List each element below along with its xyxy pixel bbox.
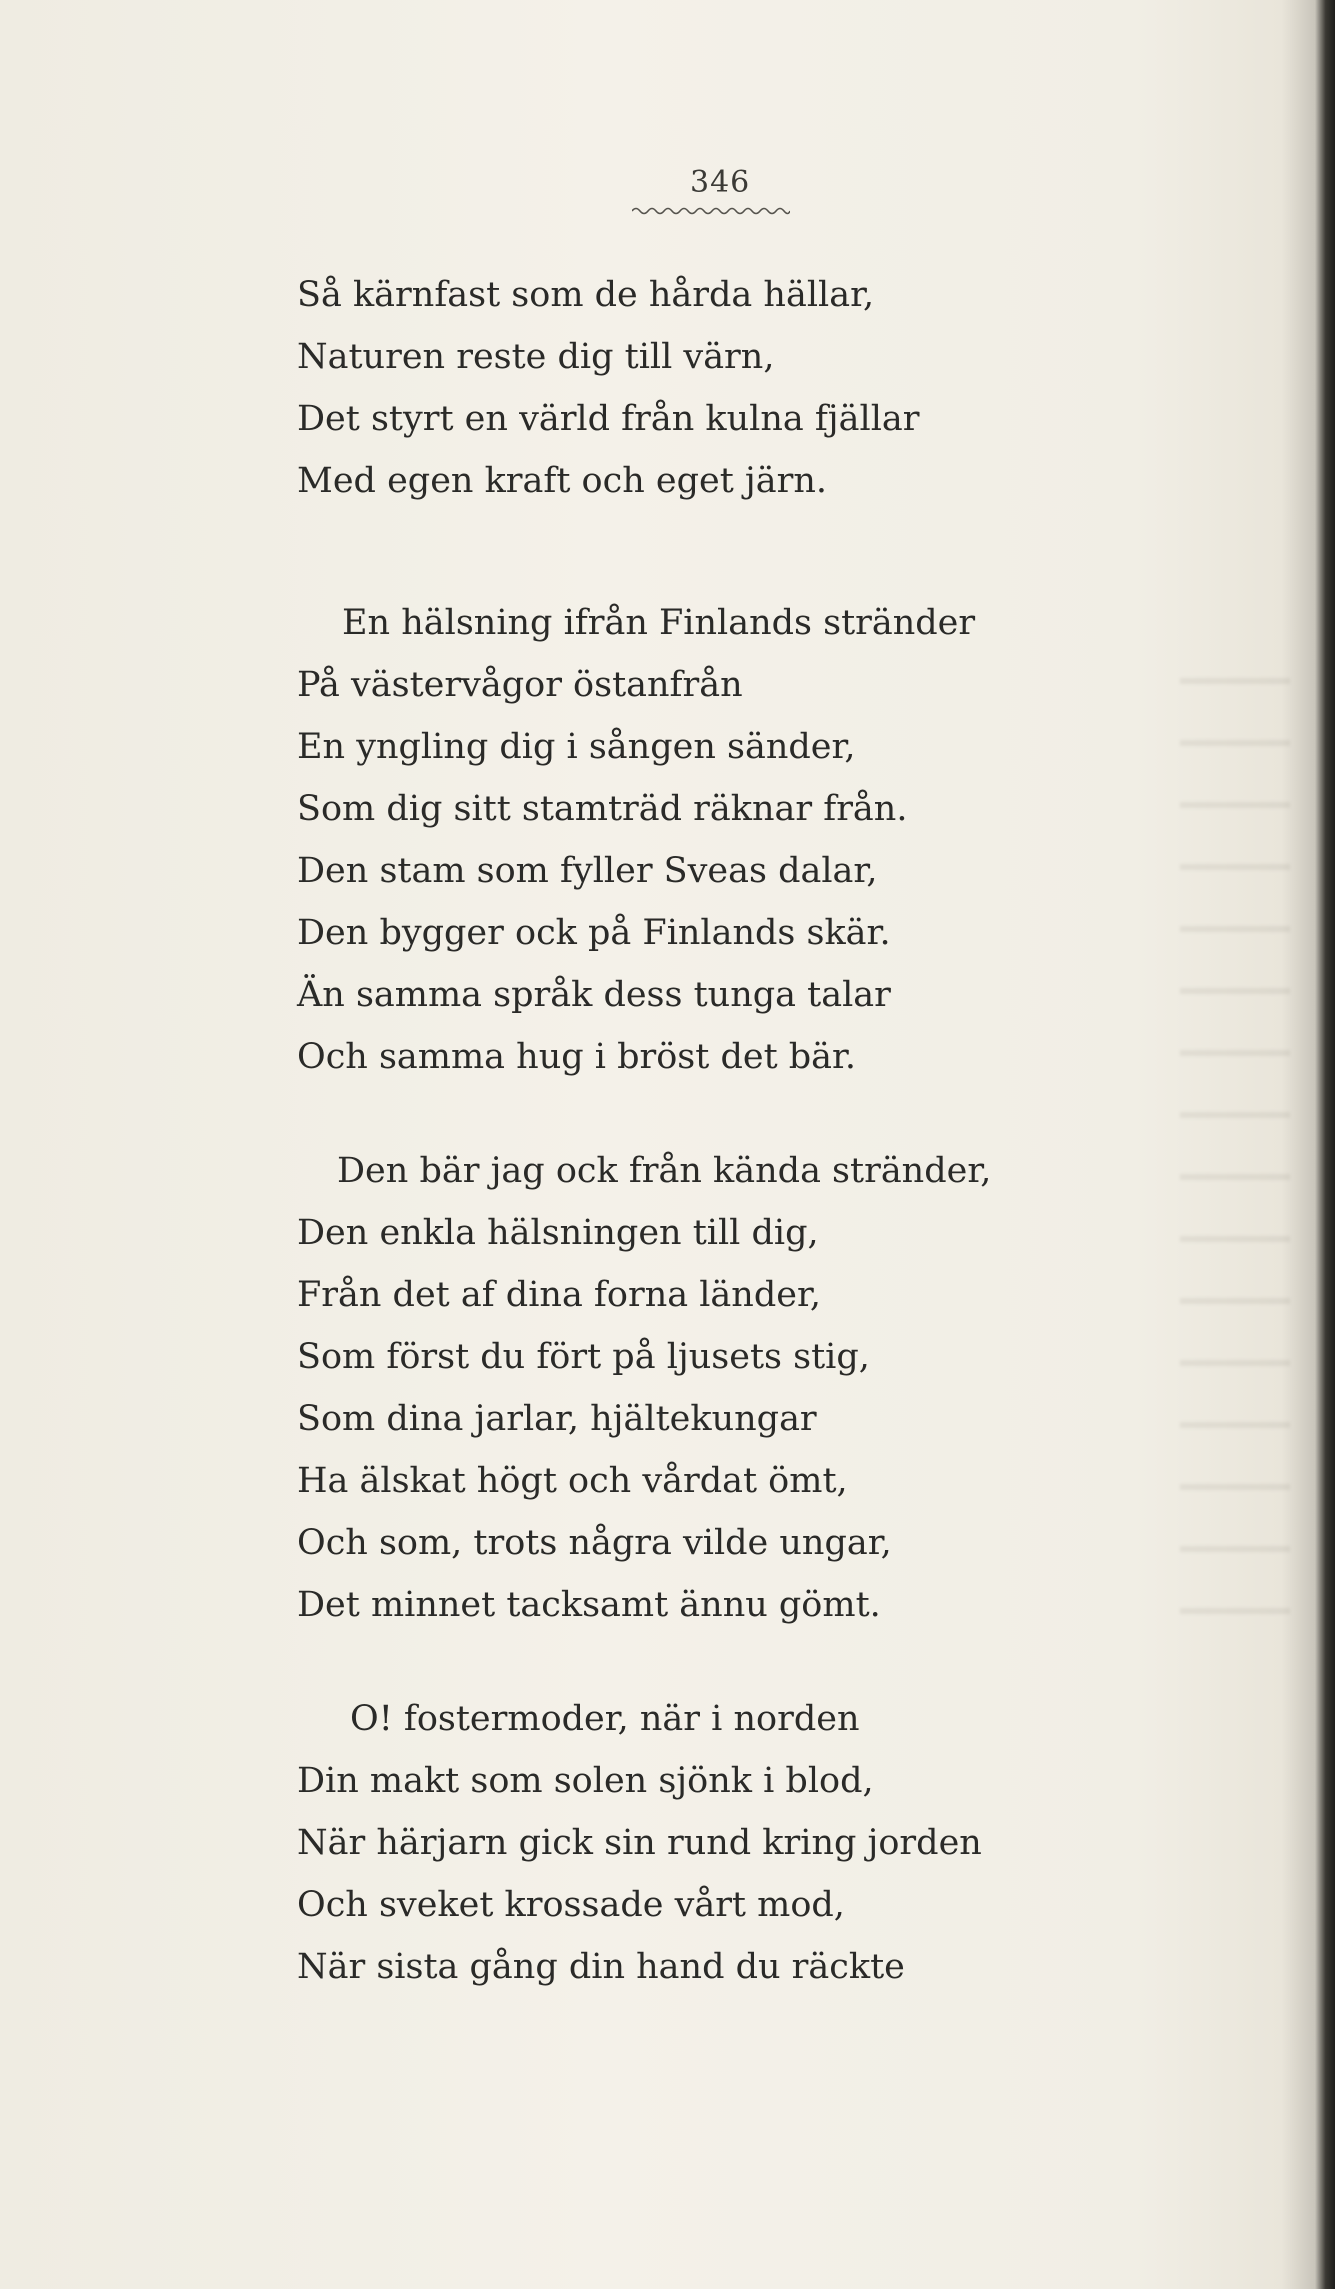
poem-line: Och samma hug i bröst det bär. [297,1037,857,1077]
poem-line: Som dina jarlar, hjältekungar [297,1399,817,1439]
poem-line: Den bygger ock på Finlands skär. [297,913,891,953]
poem-line: Det styrt en värld från kulna fjällar [297,399,920,439]
poem-line: Den stam som fyller Sveas dalar, [297,851,878,891]
poem-line: Som först du fört på ljusets stig, [297,1337,870,1377]
poem-line: När härjarn gick sin rund kring jorden [297,1823,982,1863]
poem-line: Och sveket krossade vårt mod, [297,1885,845,1925]
wavy-rule-ornament [632,205,790,217]
poem-line: Den enkla hälsningen till dig, [297,1213,819,1253]
poem-line: På västervågor östanfrån [297,665,743,705]
stanza-3 [297,1140,991,1636]
poem-line: Som dig sitt stamträd räknar från. [297,789,908,829]
poem-line: O! fostermoder, när i norden [350,1699,860,1739]
stanza-4 [297,1688,982,1998]
stanza-1 [297,264,920,512]
bleed-through-text [1180,640,1290,1640]
poem-line: Med egen kraft och eget järn. [297,461,828,501]
poem-line: Naturen reste dig till värn, [297,337,775,377]
poem-line: Från det af dina forna länder, [297,1275,821,1315]
page-number: 346 [690,165,751,200]
poem-line: Än samma språk dess tunga talar [297,975,891,1015]
poem-line: Så kärnfast som de hårda hällar, [297,275,875,315]
poem-line: Det minnet tacksamt ännu gömt. [297,1585,881,1625]
poem-line: När sista gång din hand du räckte [297,1947,905,1987]
poem-line: En hälsning ifrån Finlands stränder [342,603,976,643]
poem-line: Och som, trots några vilde ungar, [297,1523,892,1563]
poem-line: En yngling dig i sången sänder, [297,727,856,767]
poem-line: Den bär jag ock från kända stränder, [337,1151,992,1191]
stanza-2 [297,592,975,1088]
poem-line: Din makt som solen sjönk i blod, [297,1761,874,1801]
poem-line: Ha älskat högt och vårdat ömt, [297,1461,848,1501]
